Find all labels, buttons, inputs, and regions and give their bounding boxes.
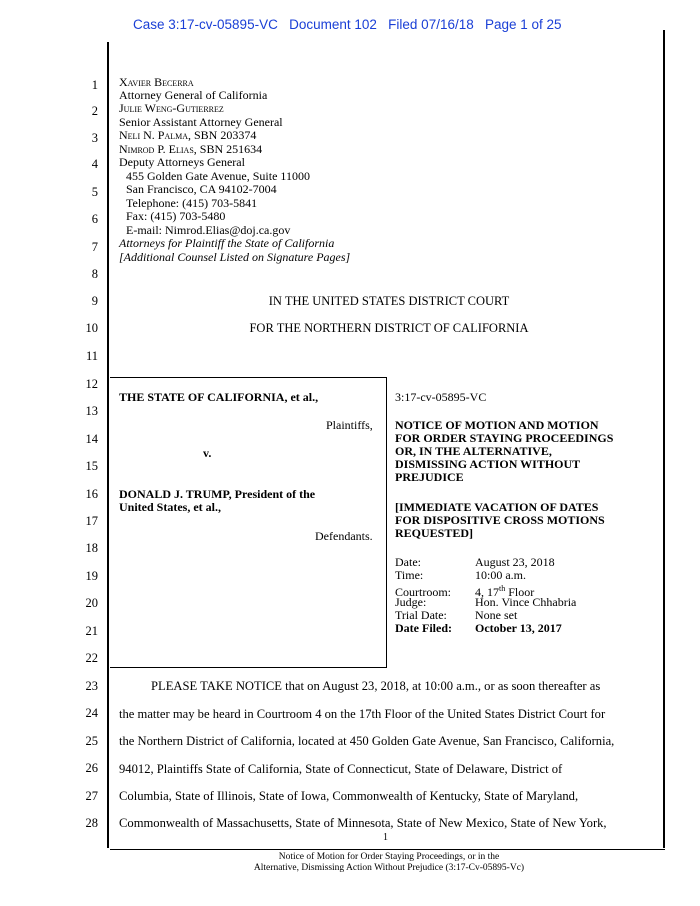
counsel-city: San Francisco, CA 94102-7004 xyxy=(126,182,277,196)
line-number: 28 xyxy=(85,816,98,830)
courtroom-value: 4, 17 xyxy=(475,585,499,599)
line-number: 3 xyxy=(91,131,98,145)
line-number: 9 xyxy=(91,294,98,308)
counsel-name: Nimrod P. Elias, SBN 251634 xyxy=(119,142,263,156)
defendants-label: Defendants. xyxy=(315,529,373,543)
footer-line: Alternative, Dismissing Action Without Prejudice (3:17-Cv-05895-Vc) xyxy=(253,863,525,873)
trial-label: Trial Date: xyxy=(395,608,447,622)
motion-title-line: DISMISSING ACTION WITHOUT xyxy=(395,457,581,471)
header-document: Document 102 xyxy=(289,17,377,32)
defendant-name-cont: United States, et al., xyxy=(119,500,221,514)
attorneys-for: Attorneys for Plaintiff the State of California xyxy=(119,236,335,250)
body-line: the matter may be heard in Courtroom 4 on the 17th Floor of the United States District Court for xyxy=(119,707,606,721)
vacation-line: [IMMEDIATE VACATION OF DATES xyxy=(395,500,599,514)
line-number: 26 xyxy=(85,761,98,775)
line-number: 18 xyxy=(85,541,98,555)
judge-value: Hon. Vince Chhabria xyxy=(475,595,577,609)
line-number: 21 xyxy=(85,624,98,638)
header-case-number: Case 3:17-cv-05895-VC xyxy=(133,17,278,32)
line-number: 25 xyxy=(85,734,98,748)
body-line: Columbia, State of Illinois, State of Iowa, Commonwealth of Kentucky, State of Maryland, xyxy=(119,789,579,803)
versus: v. xyxy=(203,446,212,460)
courtroom-label: Courtroom: xyxy=(395,585,451,599)
counsel-title: Senior Assistant Attorney General xyxy=(119,115,283,129)
plaintiff-name: THE STATE OF CALIFORNIA, et al., xyxy=(119,390,319,404)
line-number: 14 xyxy=(85,432,98,446)
line-number: 8 xyxy=(91,267,98,281)
filed-label: Date Filed: xyxy=(395,621,452,635)
trial-value: None set xyxy=(475,608,518,622)
line-number: 12 xyxy=(85,377,98,391)
counsel-title: Deputy Attorneys General xyxy=(119,155,245,169)
right-margin-rule xyxy=(663,30,665,848)
line-number: 17 xyxy=(85,514,98,528)
line-number: 24 xyxy=(85,706,98,720)
vacation-line: FOR DISPOSITIVE CROSS MOTIONS xyxy=(395,513,605,527)
case-number: 3:17-cv-05895-VC xyxy=(395,390,487,404)
header-filed: Filed 07/16/18 xyxy=(388,17,474,32)
court-district: FOR THE NORTHERN DISTRICT OF CALIFORNIA xyxy=(249,321,529,335)
line-number: 5 xyxy=(91,185,98,199)
court-name: IN THE UNITED STATES DISTRICT COURT xyxy=(268,294,510,308)
motion-title-line: NOTICE OF MOTION AND MOTION xyxy=(395,418,599,432)
body-line: 94012, Plaintiffs State of California, State of Connecticut, State of Delaware, District of xyxy=(119,762,563,776)
body-line: Commonwealth of Massachusetts, State of Minnesota, State of New Mexico, State of New York, xyxy=(119,816,607,830)
body-line: PLEASE TAKE NOTICE that on August 23, 2018, at 10:00 a.m., or as soon thereafter as xyxy=(151,679,601,693)
line-number: 6 xyxy=(91,212,98,226)
line-number: 7 xyxy=(91,240,98,254)
time-value: 10:00 a.m. xyxy=(475,568,526,582)
line-number: 2 xyxy=(91,104,98,118)
header-page: Page 1 of 25 xyxy=(485,17,562,32)
counsel-name: Neli N. Palma, SBN 203374 xyxy=(119,128,257,142)
line-number: 4 xyxy=(91,157,98,171)
time-label: Time: xyxy=(395,568,424,582)
counsel-telephone: Telephone: (415) 703-5841 xyxy=(126,196,258,210)
line-number: 10 xyxy=(85,321,98,335)
line-number: 19 xyxy=(85,569,98,583)
line-number: 22 xyxy=(85,651,98,665)
footer-rule xyxy=(110,849,665,850)
body-line: the Northern District of California, located at 450 Golden Gate Avenue, San Francisco, California, xyxy=(119,734,615,748)
ecf-header xyxy=(133,17,562,32)
line-number: 20 xyxy=(85,596,98,610)
page-number: 1 xyxy=(383,832,388,843)
filed-value: October 13, 2017 xyxy=(475,621,562,635)
date-label: Date: xyxy=(395,555,421,569)
left-margin-rule xyxy=(107,42,109,848)
judge-label: Judge: xyxy=(395,595,427,609)
counsel-title: Attorney General of California xyxy=(119,88,268,102)
date-filed-row xyxy=(395,622,562,635)
defendant-name: DONALD J. TRUMP, President of the xyxy=(119,487,316,501)
counsel-name: Julie Weng-Gutierrez xyxy=(119,101,224,115)
motion-title-line: FOR ORDER STAYING PROCEEDINGS xyxy=(395,431,614,445)
vacation-line: REQUESTED] xyxy=(395,526,474,540)
line-number: 13 xyxy=(85,404,98,418)
counsel-fax: Fax: (415) 703-5480 xyxy=(126,209,226,223)
motion-title-line: OR, IN THE ALTERNATIVE, xyxy=(395,444,552,458)
line-number: 27 xyxy=(85,789,98,803)
line-number: 11 xyxy=(85,349,98,363)
courtroom-floor: Floor xyxy=(505,585,535,599)
footer-line: Notice of Motion for Order Staying Proceedings, or in the xyxy=(278,852,500,862)
counsel-address: 455 Golden Gate Avenue, Suite 11000 xyxy=(126,169,310,183)
courtroom-sup: th xyxy=(499,584,506,593)
date-value: August 23, 2018 xyxy=(475,555,555,569)
motion-title-line: PREJUDICE xyxy=(395,470,464,484)
line-number: 16 xyxy=(85,487,98,501)
plaintiffs-label: Plaintiffs, xyxy=(326,418,373,432)
line-number: 1 xyxy=(91,78,98,92)
counsel-email: E-mail: Nimrod.Elias@doj.ca.gov xyxy=(126,223,291,237)
hearing-time-row xyxy=(395,569,526,582)
additional-counsel: [Additional Counsel Listed on Signature Pages] xyxy=(119,250,351,264)
line-number: 15 xyxy=(85,459,98,473)
counsel-name: Xavier Becerra xyxy=(119,75,194,89)
line-number: 23 xyxy=(85,679,98,693)
